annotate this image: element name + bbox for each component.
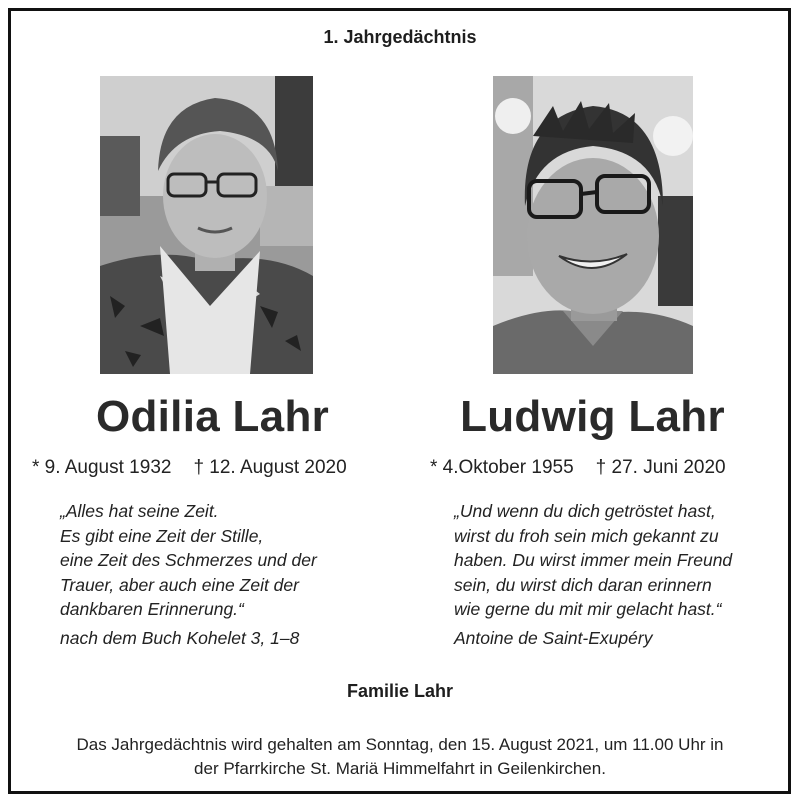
- death-date: † 27. Juni 2020: [595, 457, 726, 478]
- footer-line: der Pfarrkirche St. Mariä Himmelfahrt in Geilenkirchen.: [194, 759, 606, 778]
- quote-line: haben. Du wirst immer mein Freund: [454, 550, 733, 570]
- quote-line: eine Zeit des Schmerzes und der: [60, 550, 317, 570]
- quote-source-right: Antoine de Saint-Exupéry: [454, 628, 653, 648]
- death-date: † 12. August 2020: [193, 457, 347, 478]
- portrait-photo-odilia: [100, 76, 313, 374]
- quote-source-left: nach dem Buch Kohelet 3, 1–8: [60, 628, 300, 648]
- quote-line: wie gerne du mit mir gelacht hast.“: [454, 599, 722, 619]
- deceased-name-left: Odilia Lahr: [95, 392, 330, 441]
- quote-right: [454, 499, 732, 622]
- quote-left: [60, 499, 317, 622]
- life-dates-right: [430, 457, 726, 479]
- quote-line: sein, du wirst dich daran erinnern: [454, 574, 712, 595]
- family-signature: Familie Lahr: [346, 681, 454, 701]
- birth-date: * 4.Oktober 1955: [430, 457, 574, 478]
- deceased-name-right: Ludwig Lahr: [460, 392, 725, 441]
- quote-line: wirst du froh sein mich gekannt zu: [454, 525, 719, 546]
- notice-title: 1. Jahrgedächtnis: [323, 27, 477, 47]
- memorial-service-info: [0, 733, 800, 781]
- quote-line: dankbaren Erinnerung.“: [60, 599, 244, 619]
- quote-line: „Und wenn du dich getröstet hast,: [454, 501, 716, 521]
- life-dates-left: [32, 457, 347, 479]
- footer-line: Das Jahrgedächtnis wird gehalten am Sonntag, den 15. August 2021, um 11.00 Uhr in: [76, 735, 724, 754]
- quote-line: Trauer, aber auch eine Zeit der: [60, 574, 299, 595]
- portrait-photo-ludwig: [493, 76, 693, 374]
- quote-line: „Alles hat seine Zeit.: [60, 501, 219, 521]
- quote-line: Es gibt eine Zeit der Stille,: [60, 525, 264, 546]
- birth-date: * 9. August 1932: [32, 457, 172, 478]
